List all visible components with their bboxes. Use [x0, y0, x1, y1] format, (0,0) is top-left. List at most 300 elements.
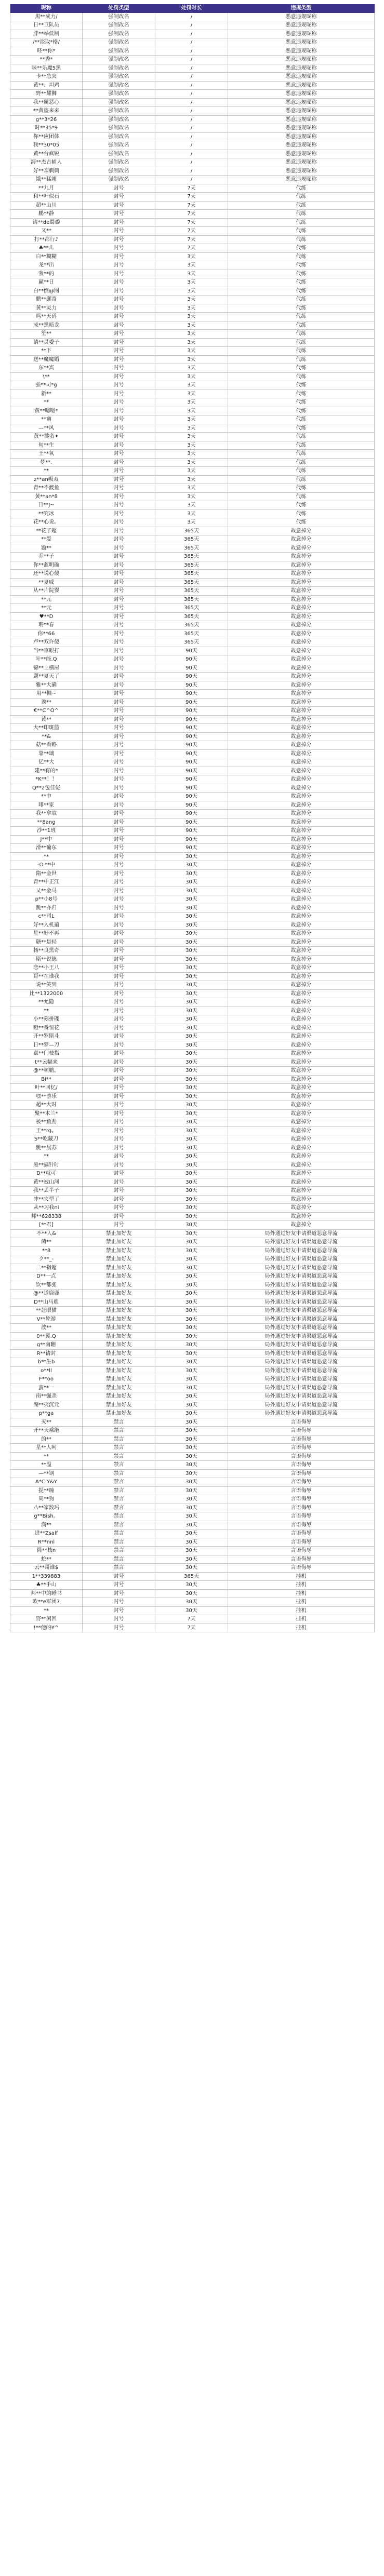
cell-type: 封号 — [83, 964, 155, 973]
cell-duration: 30天 — [155, 887, 228, 896]
cell-name: 我**属恶心 — [10, 99, 83, 108]
cell-duration: 30天 — [155, 1350, 228, 1359]
cell-reason: 恶意违规昵称 — [228, 124, 375, 133]
table-row — [10, 716, 375, 725]
table-row — [10, 707, 375, 716]
cell-name: R**nnl — [10, 1538, 83, 1547]
cell-type: 封号 — [83, 390, 155, 399]
cell-name: 打**都行♪ — [10, 236, 83, 245]
cell-name: **九月 — [10, 184, 83, 193]
table-row — [10, 347, 375, 356]
cell-type: 封号 — [83, 775, 155, 784]
cell-name: 提**瞳 — [10, 1487, 83, 1496]
cell-reason: 代练 — [228, 202, 375, 210]
table-row — [10, 202, 375, 210]
cell-name: 卡**急突 — [10, 73, 83, 82]
cell-type: 封号 — [83, 733, 155, 742]
table-row — [10, 921, 375, 930]
cell-reason: 言语侮辱 — [228, 1461, 375, 1470]
cell-duration: 30天 — [155, 1290, 228, 1298]
cell-type: 封号 — [83, 930, 155, 938]
cell-reason: 故意掉分 — [228, 1101, 375, 1110]
cell-reason: 故意掉分 — [228, 1204, 375, 1213]
cell-duration: / — [155, 107, 228, 116]
cell-name: 笙** — [10, 330, 83, 339]
cell-name: 开**罗斯斗 — [10, 1032, 83, 1041]
cell-reason: 故意掉分 — [228, 1161, 375, 1170]
cell-type: 强制改名 — [83, 90, 155, 99]
table-row — [10, 287, 375, 296]
table-row — [10, 47, 375, 56]
cell-type: 封号 — [83, 1007, 155, 1016]
cell-duration: / — [155, 150, 228, 159]
cell-name: 灭** — [10, 1418, 83, 1427]
cell-name: 强**司*g — [10, 381, 83, 390]
cell-reason: 局外通过好友申请渠道恶意导流 — [228, 1384, 375, 1393]
cell-type: 封号 — [83, 750, 155, 759]
cell-name: 简**枝n — [10, 1547, 83, 1555]
cell-duration: 3天 — [155, 450, 228, 459]
cell-reason: 代练 — [228, 433, 375, 441]
cell-name: ♣**儿 — [10, 244, 83, 253]
cell-name: 黄**灵力 — [10, 304, 83, 313]
cell-reason: 故意掉分 — [228, 535, 375, 544]
cell-reason: 代练 — [228, 330, 375, 339]
cell-name: \** — [10, 373, 83, 382]
table-row — [10, 990, 375, 999]
cell-type: 封号 — [83, 1093, 155, 1102]
cell-type: 封号 — [83, 1598, 155, 1607]
cell-duration: 365天 — [155, 596, 228, 605]
cell-reason: 恶意违规昵称 — [228, 116, 375, 125]
table-row — [10, 827, 375, 836]
cell-duration: 30天 — [155, 1581, 228, 1590]
table-row — [10, 981, 375, 990]
cell-reason: 局外通过好友申请渠道恶意导流 — [228, 1247, 375, 1256]
cell-duration: 90天 — [155, 673, 228, 681]
cell-type: 禁言 — [83, 1453, 155, 1461]
table-row — [10, 433, 375, 441]
table-row — [10, 244, 375, 253]
cell-reason: 故意掉分 — [228, 570, 375, 579]
cell-type: 封号 — [83, 501, 155, 510]
cell-type: 封号 — [83, 398, 155, 407]
cell-duration: 30天 — [155, 1564, 228, 1573]
cell-name: **爱 — [10, 535, 83, 544]
cell-duration: 3天 — [155, 296, 228, 304]
cell-name: 用**慵~ — [10, 690, 83, 699]
cell-duration: 3天 — [155, 330, 228, 339]
table-row — [10, 1272, 375, 1281]
cell-duration: 3天 — [155, 253, 228, 262]
table-row — [10, 253, 375, 262]
table-row — [10, 176, 375, 184]
cell-name: 菌** — [10, 1238, 83, 1247]
cell-duration: 30天 — [155, 990, 228, 999]
cell-duration: 30天 — [155, 1435, 228, 1444]
cell-name: c**司L — [10, 913, 83, 921]
cell-type: 封号 — [83, 467, 155, 476]
cell-type: 封号 — [83, 476, 155, 485]
cell-name: 云**哥谁$ — [10, 1564, 83, 1573]
cell-type: 封号 — [83, 553, 155, 561]
cell-reason: 故意掉分 — [228, 716, 375, 725]
table-row — [10, 1067, 375, 1076]
cell-duration: 30天 — [155, 1041, 228, 1050]
cell-type: 强制改名 — [83, 176, 155, 184]
cell-name: **黄盗来来 — [10, 107, 83, 116]
cell-reason: 故意掉分 — [228, 827, 375, 836]
cell-name: 黄**挑蛮✦ — [10, 433, 83, 441]
cell-reason: 恶意违规昵称 — [228, 141, 375, 150]
cell-reason: 故意掉分 — [228, 947, 375, 956]
cell-reason: 挂机 — [228, 1598, 375, 1607]
table-row — [10, 1375, 375, 1384]
cell-reason: 故意掉分 — [228, 1221, 375, 1230]
cell-name: p**小8号 — [10, 895, 83, 904]
cell-duration: 365天 — [155, 544, 228, 553]
cell-name: 饿**猛刚 — [10, 176, 83, 184]
cell-name: 开**天乘绝 — [10, 1427, 83, 1435]
cell-duration: 90天 — [155, 750, 228, 759]
cell-type: 封号 — [83, 921, 155, 930]
cell-type: 强制改名 — [83, 30, 155, 39]
cell-type: 封号 — [83, 330, 155, 339]
cell-name: **夏威 — [10, 579, 83, 587]
cell-reason: 故意掉分 — [228, 775, 375, 784]
cell-duration: 30天 — [155, 1204, 228, 1213]
cell-duration: / — [155, 30, 228, 39]
cell-duration: 30天 — [155, 861, 228, 870]
cell-type: 封号 — [83, 1144, 155, 1153]
cell-name: 星**好不再 — [10, 930, 83, 938]
cell-type: 封号 — [83, 373, 155, 382]
cell-reason: 故意掉分 — [228, 621, 375, 630]
cell-reason: 恶意违规昵称 — [228, 107, 375, 116]
cell-reason: 故意掉分 — [228, 1093, 375, 1102]
cell-name: 又** — [10, 227, 83, 236]
cell-type: 禁止加好友 — [83, 1392, 155, 1401]
cell-type: 封号 — [83, 270, 155, 279]
cell-name: 送**魔魔婚 — [10, 356, 83, 365]
table-row — [10, 587, 375, 596]
cell-type: 封号 — [83, 236, 155, 245]
cell-reason: 故意掉分 — [228, 673, 375, 681]
cell-duration: 90天 — [155, 724, 228, 733]
cell-reason: 局外通过好友申请渠道恶意导流 — [228, 1290, 375, 1298]
cell-name: 吗**天码 — [10, 313, 83, 321]
cell-reason: 言语侮辱 — [228, 1564, 375, 1573]
cell-name: **花子超 — [10, 527, 83, 536]
cell-type: 封号 — [83, 1615, 155, 1624]
table-row — [10, 261, 375, 270]
table-row — [10, 476, 375, 485]
cell-name: 黄** — [10, 716, 83, 725]
cell-name: 滑**葡东 — [10, 844, 83, 853]
table-row — [10, 1598, 375, 1607]
cell-type: 封号 — [83, 638, 155, 647]
cell-duration: 3天 — [155, 493, 228, 502]
cell-duration: 30天 — [155, 1101, 228, 1110]
cell-reason: 故意掉分 — [228, 956, 375, 964]
cell-duration: 30天 — [155, 913, 228, 921]
cell-duration: 30天 — [155, 1470, 228, 1479]
cell-reason: 故意掉分 — [228, 741, 375, 750]
cell-reason: 挂机 — [228, 1624, 375, 1633]
table-row — [10, 724, 375, 733]
cell-reason: 故意掉分 — [228, 878, 375, 887]
cell-reason: 代练 — [228, 210, 375, 219]
cell-name: 二**指超 — [10, 1264, 83, 1273]
cell-type: 封号 — [83, 716, 155, 725]
cell-reason: 代练 — [228, 227, 375, 236]
cell-type: 封号 — [83, 321, 155, 330]
cell-name: 聘**春 — [10, 621, 83, 630]
cell-duration: 30天 — [155, 1135, 228, 1144]
cell-reason: 恶意违规昵称 — [228, 38, 375, 47]
cell-reason: 故意掉分 — [228, 707, 375, 716]
cell-type: 封号 — [83, 1624, 155, 1633]
cell-duration: 30天 — [155, 1084, 228, 1093]
cell-type: 封号 — [83, 913, 155, 921]
cell-reason: 代练 — [228, 476, 375, 485]
cell-reason: 代练 — [228, 270, 375, 279]
cell-duration: 30天 — [155, 1487, 228, 1496]
cell-name: ** — [10, 853, 83, 862]
table-row — [10, 441, 375, 450]
table-row — [10, 1101, 375, 1110]
cell-reason: 局外通过好友申请渠道恶意导流 — [228, 1392, 375, 1401]
cell-type: 禁止加好友 — [83, 1272, 155, 1281]
cell-duration: 3天 — [155, 304, 228, 313]
cell-type: 强制改名 — [83, 13, 155, 22]
cell-name: 嘿**游乐 — [10, 1093, 83, 1102]
cell-duration: / — [155, 82, 228, 90]
cell-name: 请**灵委子 — [10, 339, 83, 347]
cell-type: 禁言 — [83, 1461, 155, 1470]
cell-duration: 30天 — [155, 1118, 228, 1127]
table-row — [10, 1178, 375, 1187]
cell-type: 禁言 — [83, 1435, 155, 1444]
cell-reason: 故意掉分 — [228, 596, 375, 605]
cell-reason: 故意掉分 — [228, 981, 375, 990]
cell-duration: 90天 — [155, 819, 228, 827]
table-row — [10, 1032, 375, 1041]
table-row — [10, 561, 375, 570]
cell-name: 东**宾 — [10, 364, 83, 373]
cell-reason: 局外通过好友申请渠道恶意导流 — [228, 1307, 375, 1316]
cell-name: R**请封 — [10, 1350, 83, 1359]
table-row — [10, 390, 375, 399]
cell-type: 封号 — [83, 278, 155, 287]
cell-name: 日**卫队员 — [10, 21, 83, 30]
table-row — [10, 819, 375, 827]
cell-type: 禁止加好友 — [83, 1264, 155, 1273]
cell-duration: 30天 — [155, 1410, 228, 1418]
cell-duration: 3天 — [155, 347, 228, 356]
cell-reason: 故意掉分 — [228, 699, 375, 707]
cell-name: 黄**台疯锐 — [10, 150, 83, 159]
cell-reason: 故意掉分 — [228, 801, 375, 810]
cell-duration: 90天 — [155, 655, 228, 664]
cell-type: 强制改名 — [83, 56, 155, 64]
cell-reason: 恶意违规昵称 — [228, 30, 375, 39]
table-row — [10, 775, 375, 784]
cell-reason: 故意掉分 — [228, 853, 375, 862]
cell-name: ** — [10, 467, 83, 476]
cell-type: 封号 — [83, 1178, 155, 1187]
cell-reason: 局外通过好友申请渠道恶意导流 — [228, 1238, 375, 1247]
cell-name: **中 — [10, 793, 83, 801]
table-row — [10, 1573, 375, 1581]
cell-type: 强制改名 — [83, 158, 155, 167]
table-row — [10, 1461, 375, 1470]
cell-reason: 言语侮辱 — [228, 1478, 375, 1487]
cell-reason: 言语侮辱 — [228, 1487, 375, 1496]
cell-duration: 3天 — [155, 484, 228, 493]
cell-type: 强制改名 — [83, 99, 155, 108]
table-row — [10, 1324, 375, 1333]
cell-reason: 代练 — [228, 253, 375, 262]
cell-duration: 30天 — [155, 1375, 228, 1384]
penalty-table — [10, 4, 375, 1632]
table-row — [10, 424, 375, 433]
cell-type: 禁止加好友 — [83, 1375, 155, 1384]
cell-reason: 局外通过好友申请渠道恶意导流 — [228, 1333, 375, 1341]
cell-name: 蛇** — [10, 1555, 83, 1564]
cell-name: 1**339883 — [10, 1573, 83, 1581]
cell-duration: 30天 — [155, 1247, 228, 1256]
cell-reason: 故意掉分 — [228, 1024, 375, 1033]
cell-duration: 30天 — [155, 1221, 228, 1230]
table-row — [10, 304, 375, 313]
cell-type: 封号 — [83, 407, 155, 416]
cell-reason: 局外通过好友申请渠道恶意导流 — [228, 1375, 375, 1384]
cell-duration: / — [155, 99, 228, 108]
cell-type: 封号 — [83, 587, 155, 596]
cell-type: 禁止加好友 — [83, 1410, 155, 1418]
table-row — [10, 1495, 375, 1504]
cell-reason: 代练 — [228, 373, 375, 382]
cell-name: 王**rg。 — [10, 1127, 83, 1136]
cell-type: 禁止加好友 — [83, 1384, 155, 1393]
cell-duration: 30天 — [155, 1187, 228, 1196]
cell-duration: 30天 — [155, 1110, 228, 1119]
cell-name: 我**的 — [10, 270, 83, 279]
cell-duration: 90天 — [155, 647, 228, 656]
cell-duration: / — [155, 141, 228, 150]
table-row — [10, 621, 375, 630]
cell-reason: 挂机 — [228, 1607, 375, 1616]
cell-duration: 3天 — [155, 518, 228, 527]
cell-duration: 365天 — [155, 587, 228, 596]
cell-duration: 3天 — [155, 287, 228, 296]
table-row — [10, 681, 375, 690]
table-row — [10, 1152, 375, 1161]
cell-type: 封号 — [83, 1101, 155, 1110]
cell-type: 封号 — [83, 304, 155, 313]
table-row — [10, 630, 375, 639]
table-row — [10, 1350, 375, 1359]
table-row — [10, 1590, 375, 1599]
table-row — [10, 1221, 375, 1230]
cell-type: 封号 — [83, 664, 155, 673]
cell-duration: 90天 — [155, 664, 228, 673]
cell-reason: 故意掉分 — [228, 938, 375, 947]
cell-name: 鹏**静 — [10, 210, 83, 219]
cell-reason: 故意掉分 — [228, 579, 375, 587]
cell-name: !**他的¥^ — [10, 1624, 83, 1633]
header-duration: 处罚时长 — [155, 4, 228, 13]
cell-duration: 30天 — [155, 895, 228, 904]
cell-name: 我**拿取 — [10, 810, 83, 819]
cell-reason: 故意掉分 — [228, 930, 375, 938]
cell-type: 封号 — [83, 1058, 155, 1067]
table-row — [10, 1615, 375, 1624]
cell-name: 好**入机遍 — [10, 921, 83, 930]
cell-name: 南**强杀 — [10, 1392, 83, 1401]
cell-name: ♥**D — [10, 613, 83, 622]
cell-reason: 局外通过好友申请渠道恶意导流 — [228, 1272, 375, 1281]
cell-reason: 挂机 — [228, 1615, 375, 1624]
cell-name: **允隐 — [10, 998, 83, 1007]
cell-duration: 30天 — [155, 904, 228, 913]
cell-duration: 30天 — [155, 1512, 228, 1521]
cell-reason: 故意掉分 — [228, 655, 375, 664]
cell-type: 强制改名 — [83, 73, 155, 82]
cell-duration: / — [155, 38, 228, 47]
cell-reason: 故意掉分 — [228, 647, 375, 656]
cell-duration: 3天 — [155, 433, 228, 441]
cell-name: @**顿鹏。 — [10, 1067, 83, 1076]
cell-duration: 90天 — [155, 741, 228, 750]
cell-duration: 90天 — [155, 775, 228, 784]
cell-type: 封号 — [83, 861, 155, 870]
table-row — [10, 1204, 375, 1213]
cell-reason: 故意掉分 — [228, 1076, 375, 1084]
cell-duration: 30天 — [155, 1401, 228, 1410]
cell-name: **8ang — [10, 819, 83, 827]
table-row — [10, 956, 375, 964]
cell-type: 封号 — [83, 613, 155, 622]
table-row — [10, 1187, 375, 1196]
table-row — [10, 1444, 375, 1453]
cell-reason: 代练 — [228, 381, 375, 390]
cell-name: 龙**出 — [10, 261, 83, 270]
cell-type: 封号 — [83, 527, 155, 536]
cell-reason: 故意掉分 — [228, 844, 375, 853]
cell-reason: 言语侮辱 — [228, 1444, 375, 1453]
cell-reason: 恶意违规昵称 — [228, 99, 375, 108]
cell-reason: 故意掉分 — [228, 887, 375, 896]
cell-type: 禁止加好友 — [83, 1333, 155, 1341]
cell-name: 和**叶似石 — [10, 193, 83, 202]
cell-name: S**吃藏刀 — [10, 1135, 83, 1144]
cell-duration: / — [155, 133, 228, 142]
cell-reason: 代练 — [228, 518, 375, 527]
cell-name: 嘉**门枝指 — [10, 1050, 83, 1058]
table-row — [10, 553, 375, 561]
cell-name: 邦**628338 — [10, 1213, 83, 1222]
cell-type: 封号 — [83, 604, 155, 613]
cell-reason: 恶意违规昵称 — [228, 82, 375, 90]
cell-type: 封号 — [83, 459, 155, 467]
cell-type: 封号 — [83, 887, 155, 896]
cell-reason: 代练 — [228, 424, 375, 433]
cell-type: 封号 — [83, 681, 155, 690]
cell-reason: 言语侮辱 — [228, 1547, 375, 1555]
table-row — [10, 750, 375, 759]
